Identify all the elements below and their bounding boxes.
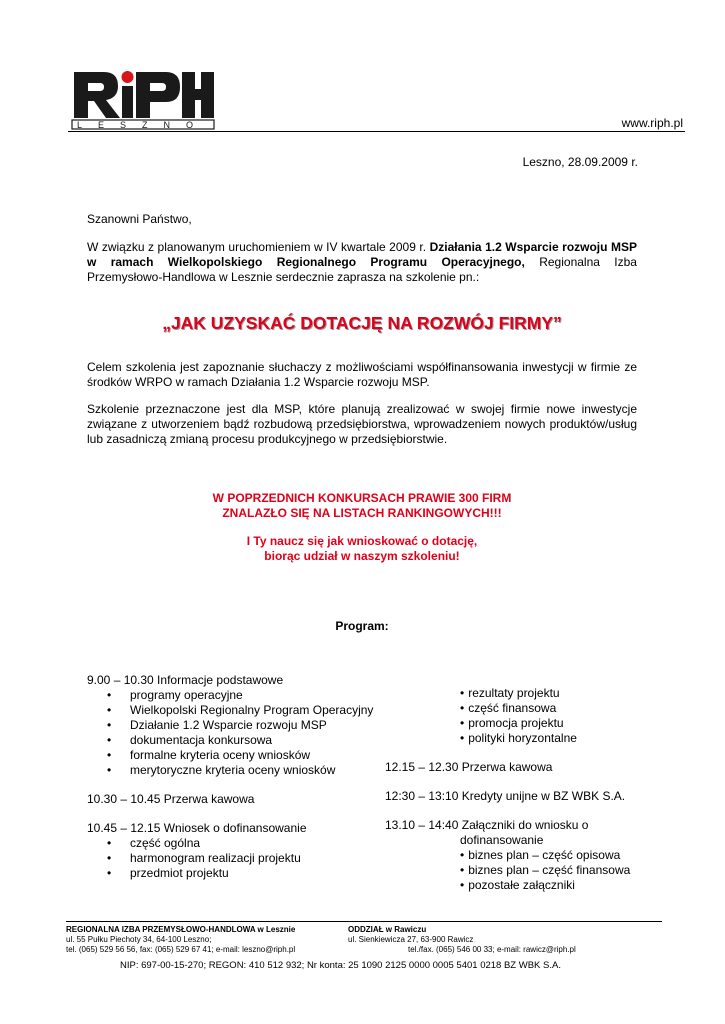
list-item [87,733,377,748]
contests-notice [87,491,637,521]
list-item-text: pozostałe załączniki [468,878,575,892]
list-item-text: część ogólna [130,836,201,850]
session-application-list [87,836,377,881]
footer-leszno-contact: tel. (065) 529 56 56, fax: (065) 529 67 41; e-mail: leszno@riph.pl [66,945,296,954]
goal-paragraph: Celem szkolenia jest zapoznanie słuchaczy z możliwościami współfinansowania inwestycji w firmie ze środków WRPO w ramach Działania 1.2 Wsparcie rozwoju MSP. [87,360,637,389]
intro-bold-text: Działania 1.2 Wsparcie rozwoju MSP w ramach Wielkopolskiego Regionalnego Programu Operacyjnego, [87,240,637,269]
intro-text-2: Regionalna Izba Przemysłowo-Handlowa w Lesznie serdecznie zaprasza na szkolenie pn.: [87,255,637,284]
list-item-text: biznes plan – część opisowa [468,848,621,862]
footer-leszno-address: ul. 55 Pułku Piechoty 34, 64-100 Leszno; [66,935,212,944]
logo-red-dot [122,71,134,83]
list-item-text: merytoryczne kryteria oceny wniosków [130,763,336,777]
bullet-icon: • [107,733,112,747]
training-title: „JAK UZYSKAĆ DOTACJĘ NA ROZWÓJ FIRMY” [162,313,562,333]
riph-logo-graphic [70,64,216,130]
call-to-action [87,534,637,564]
list-item [87,836,377,851]
list-item [385,731,665,746]
website-url: www.riph.pl [621,116,683,130]
list-item-text: polityki horyzontalne [468,731,577,745]
coffee-break-1: 10.30 – 10.45 Przerwa kawowa [87,792,255,806]
list-item-text: przedmiot projektu [130,866,229,880]
session-basic-info-list [87,688,377,778]
list-item-text: dokumentacja konkursowa [130,733,273,747]
footer-rawicz-title: ODDZIAŁ w Rawiczu [348,925,427,934]
intro-text-1: W związku z planowanym uruchomieniem w IV kwartale 2009 r. [87,240,430,254]
bullet-icon: • [460,863,465,877]
footer-leszno [66,925,346,955]
bullet-icon: • [460,848,465,862]
coffee-break-2: 12.15 – 12.30 Przerwa kawowa [385,760,553,774]
bullet-icon: • [107,851,112,865]
audience-paragraph: Szkolenie przeznaczone jest dla MSP, które planują zrealizować w swojej firmie nowe inwestycje związane z utworzeniem bądź rozbudową przedsiębiorstwa, wprowadzeniem nowych produktów/usług lub zasadniczą zmianą procesu produkcyjnego w przedsiębiorstwie. [87,402,637,446]
list-item [87,718,377,733]
contests-line-2: ZNALAZŁO SIĘ NA LISTACH RANKINGOWYCH!!! [222,506,502,520]
footer-rawicz-contact: tel./fax. (065) 546 00 33; e-mail: rawicz@riph.pl [408,945,576,954]
program-left-column [87,673,377,881]
bullet-icon: • [107,703,112,717]
list-item-text: formalne kryteria oceny wniosków [130,748,311,762]
bullet-icon: • [460,701,465,715]
list-item [385,701,665,716]
session-basic-info: 9.00 – 10.30 Informacje podstawowe [87,673,284,687]
session-attachments-cont: dofinansowanie [460,833,544,847]
list-item [87,851,377,866]
bullet-icon: • [107,688,112,702]
list-item [385,863,665,878]
list-item-text: biznes plan – część finansowa [468,863,631,877]
bullet-icon: • [107,866,112,880]
intro-paragraph [87,240,637,285]
list-item-text: promocja projektu [468,716,564,730]
footer-rawicz-address: ul. Sienkiewicza 27, 63-900 Rawicz [348,935,474,944]
list-item [87,748,377,763]
bullet-icon: • [460,716,465,730]
list-item [385,716,665,731]
list-item [385,878,665,893]
header-divider [68,131,685,132]
list-item [385,686,665,701]
bullet-icon: • [107,763,112,777]
riph-logo [70,64,216,130]
bullet-icon: • [107,748,112,762]
list-item-text: rezultaty projektu [468,686,560,700]
contests-line-1: W POPRZEDNICH KONKURSACH PRAWIE 300 FIRM [212,491,512,505]
list-item-text: harmonogram realizacji projektu [130,851,301,865]
list-item-text: programy operacyjne [130,688,243,702]
session-application: 10.45 – 12.15 Wniosek o dofinansowanie [87,821,307,835]
letter-date: Leszno, 28.09.2009 r. [522,155,638,169]
list-item-text: Działanie 1.2 Wsparcie rozwoju MSP [130,718,327,732]
salutation: Szanowni Państwo, [87,212,192,226]
list-item [385,848,665,863]
application-continued-list [385,686,665,746]
session-attachments-list [385,848,665,893]
list-item [87,688,377,703]
cta-line-2: biorąc udział w naszym szkoleniu! [264,549,460,563]
bullet-icon: • [107,836,112,850]
program-right-column [385,686,665,893]
session-attachments: 13.10 – 14:40 Załączniki do wniosku o [385,818,589,832]
footer-leszno-title: REGIONALNA IZBA PRZEMYSŁOWO-HANDLOWA w Lesznie [66,925,296,934]
list-item [87,866,377,881]
bullet-icon: • [460,878,465,892]
list-item-text: Wielkopolski Regionalny Program Operacyjny [130,703,374,717]
bullet-icon: • [460,686,465,700]
session-credits: 12:30 – 13:10 Kredyty unijne w BZ WBK S.A. [385,789,626,803]
list-item [87,703,377,718]
footer-company-ids: NIP: 697-00-15-270; REGON: 410 512 932; Nr konta: 25 1090 2125 0000 0005 5401 0218 BZ WBK S.A. [120,960,561,971]
bullet-icon: • [107,718,112,732]
program-heading: Program: [335,619,389,633]
list-item [87,763,377,778]
logo-subtext: LESZNO [76,120,210,130]
bullet-icon: • [460,731,465,745]
footer-divider [66,921,662,922]
list-item-text: część finansowa [468,701,557,715]
footer-rawicz [348,925,678,955]
cta-line-1: I Ty naucz się jak wnioskować o dotację, [246,534,478,548]
